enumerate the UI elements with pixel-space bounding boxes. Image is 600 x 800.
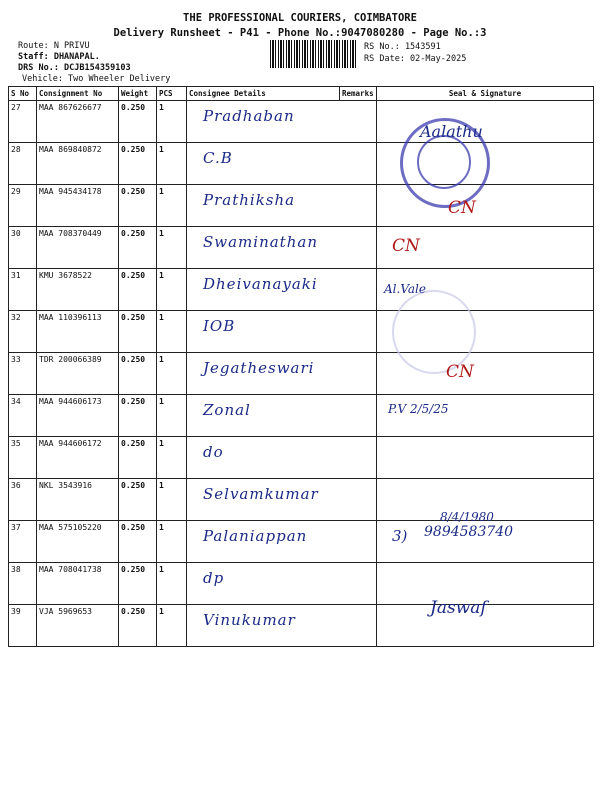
- row-pcs: 1: [157, 479, 187, 521]
- row-pcs: 1: [157, 269, 187, 311]
- row-consignment-no: VJA 5969653: [37, 605, 119, 647]
- row-weight: 0.250: [119, 227, 157, 269]
- company-title: THE PROFESSIONAL COURIERS, COIMBATORE: [183, 12, 417, 24]
- signature-r37-phone: 9894583740: [424, 524, 514, 540]
- row-weight: 0.250: [119, 143, 157, 185]
- consignee-handwriting: dp: [203, 569, 225, 587]
- row-pcs: 1: [157, 143, 187, 185]
- row-sno: 31: [9, 269, 37, 311]
- col-pcs: PCS: [157, 87, 187, 101]
- row-weight: 0.250: [119, 395, 157, 437]
- consignee-handwriting: Jegatheswari: [203, 359, 315, 377]
- row-consignment-no: MAA 708041738: [37, 563, 119, 605]
- row-pcs: 1: [157, 521, 187, 563]
- col-consignee: Consignee Details: [187, 87, 340, 101]
- row-pcs: 1: [157, 563, 187, 605]
- row-sno: 29: [9, 185, 37, 227]
- row-sno: 39: [9, 605, 37, 647]
- row-consignment-no: NKL 3543916: [37, 479, 119, 521]
- row-consignment-no: TDR 200066389: [37, 353, 119, 395]
- signature-r27: Aalathu: [420, 122, 483, 141]
- signature-r37-date: 8/4/1980: [440, 510, 494, 524]
- consignee-handwriting: Prathiksha: [203, 191, 296, 209]
- staff: Staff: DHANAPAL.: [18, 52, 100, 62]
- row-sno: 28: [9, 143, 37, 185]
- consignee-handwriting: do: [203, 443, 224, 461]
- row-consignment-no: MAA 944606173: [37, 395, 119, 437]
- consignee-handwriting: Vinukumar: [203, 611, 296, 629]
- signature-r30: CN: [392, 236, 420, 256]
- col-weight: Weight: [119, 87, 157, 101]
- signature-r39: Jaswaf: [430, 598, 487, 618]
- signature-r31: Al.Vale: [384, 282, 426, 296]
- row-pcs: 1: [157, 227, 187, 269]
- rs-number: RS No.: 1543591: [364, 42, 441, 52]
- row-sno: 35: [9, 437, 37, 479]
- row-consignment-no: KMU 3678522: [37, 269, 119, 311]
- vehicle: Vehicle: Two Wheeler Delivery: [22, 74, 171, 84]
- row-sno: 36: [9, 479, 37, 521]
- row-consignment-no: MAA 945434178: [37, 185, 119, 227]
- signature-r34: P.V 2/5/25: [388, 402, 449, 416]
- row-weight: 0.250: [119, 353, 157, 395]
- consignee-handwriting: C.B: [203, 149, 233, 167]
- row-weight: 0.250: [119, 185, 157, 227]
- row-consignment-no: MAA 708370449: [37, 227, 119, 269]
- row-pcs: 1: [157, 395, 187, 437]
- consignee-handwriting: Selvamkumar: [203, 485, 319, 503]
- route: Route: N PRIVU: [18, 41, 90, 51]
- row-consignment-no: MAA 869840872: [37, 143, 119, 185]
- row-weight: 0.250: [119, 521, 157, 563]
- row-weight: 0.250: [119, 269, 157, 311]
- row-pcs: 1: [157, 437, 187, 479]
- consignee-handwriting: IOB: [203, 317, 236, 335]
- consignee-handwriting: Zonal: [203, 401, 251, 419]
- row-consignment-no: MAA 110396113: [37, 311, 119, 353]
- row-sno: 38: [9, 563, 37, 605]
- row-pcs: 1: [157, 605, 187, 647]
- rs-date: RS Date: 02-May-2025: [364, 54, 467, 64]
- runsheet-subtitle: Delivery Runsheet - P41 - Phone No.:9047080280 - Page No.:3: [113, 27, 487, 39]
- col-consignment: Consignment No: [37, 87, 119, 101]
- consignee-handwriting: Palaniappan: [203, 527, 308, 545]
- consignee-handwriting: Dheivanayaki: [203, 275, 318, 293]
- row-pcs: 1: [157, 311, 187, 353]
- row-weight: 0.250: [119, 311, 157, 353]
- row-sno: 34: [9, 395, 37, 437]
- row-consignment-no: MAA 575105220: [37, 521, 119, 563]
- row-weight: 0.250: [119, 101, 157, 143]
- consignee-handwriting: Pradhaban: [203, 107, 295, 125]
- row-weight: 0.250: [119, 563, 157, 605]
- signature-r37-mark: 3): [392, 527, 408, 545]
- row-consignment-no: MAA 944606172: [37, 437, 119, 479]
- col-remarks: Remarks: [340, 87, 377, 101]
- signature-r29: CN: [448, 198, 476, 218]
- col-sno: S No: [9, 87, 37, 101]
- row-sno: 32: [9, 311, 37, 353]
- drs-number: DRS No.: DCJB154359103: [18, 63, 131, 73]
- row-sno: 27: [9, 101, 37, 143]
- col-signature: Seal & Signature: [377, 87, 594, 101]
- row-pcs: 1: [157, 101, 187, 143]
- row-sno: 33: [9, 353, 37, 395]
- row-consignment-no: MAA 867626677: [37, 101, 119, 143]
- signature-r33: CN: [446, 362, 474, 382]
- row-weight: 0.250: [119, 437, 157, 479]
- row-weight: 0.250: [119, 479, 157, 521]
- consignee-handwriting: Swaminathan: [203, 233, 318, 251]
- row-sno: 30: [9, 227, 37, 269]
- row-pcs: 1: [157, 185, 187, 227]
- row-sno: 37: [9, 521, 37, 563]
- row-weight: 0.250: [119, 605, 157, 647]
- row-pcs: 1: [157, 353, 187, 395]
